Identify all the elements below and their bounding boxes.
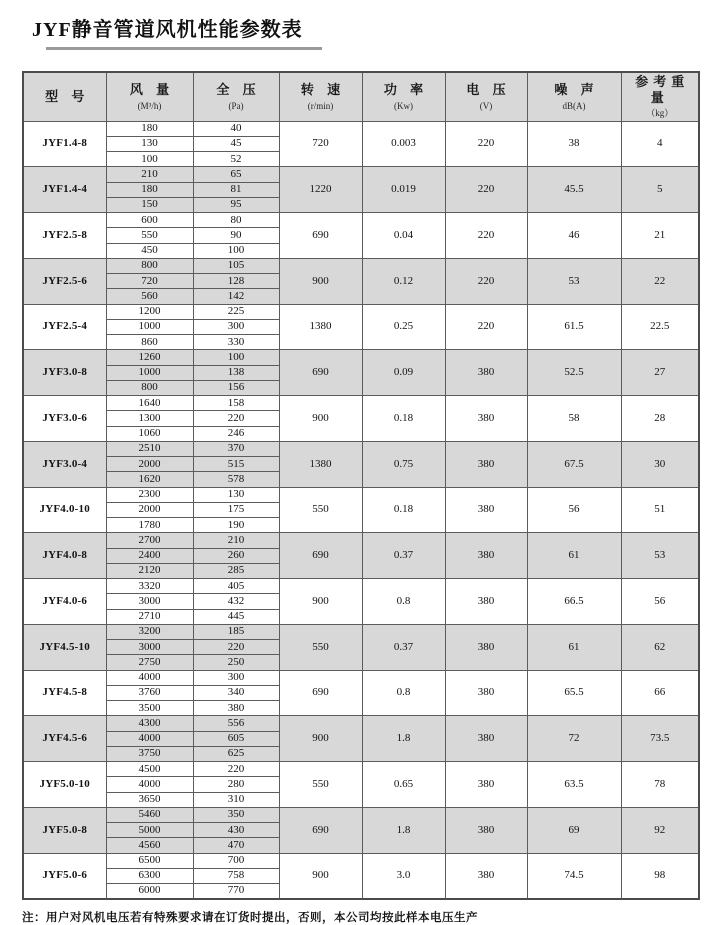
airflow-cell: 1000 — [106, 319, 193, 334]
col-header-voltage — [445, 72, 527, 121]
voltage-cell: 380 — [445, 762, 527, 808]
airflow-cell: 550 — [106, 228, 193, 243]
voltage-cell: 380 — [445, 487, 527, 533]
col-header-unit: (r/min) — [307, 100, 334, 111]
model-cell: JYF4.5-6 — [23, 716, 106, 762]
col-header-power — [362, 72, 445, 121]
pressure-cell: 220 — [193, 640, 279, 655]
airflow-cell: 600 — [106, 213, 193, 228]
pressure-cell: 105 — [193, 258, 279, 273]
title-underline — [46, 47, 322, 50]
model-cell: JYF3.0-8 — [23, 350, 106, 396]
pressure-cell: 260 — [193, 548, 279, 563]
pressure-cell: 220 — [193, 762, 279, 777]
model-cell: JYF5.0-10 — [23, 762, 106, 808]
title-block — [0, 0, 720, 50]
weight-cell: 22 — [621, 258, 699, 304]
voltage-cell: 380 — [445, 441, 527, 487]
weight-cell: 22.5 — [621, 304, 699, 350]
pressure-cell: 65 — [193, 167, 279, 182]
pressure-cell: 95 — [193, 197, 279, 212]
power-cell: 0.04 — [362, 213, 445, 259]
airflow-cell: 2300 — [106, 487, 193, 502]
col-header-label: 转 速 — [300, 82, 346, 98]
noise-cell: 46 — [527, 213, 621, 259]
table-row — [23, 624, 699, 639]
voltage-cell: 220 — [445, 167, 527, 213]
speed-cell: 720 — [279, 121, 362, 167]
voltage-cell: 380 — [445, 624, 527, 670]
model-cell: JYF3.0-4 — [23, 441, 106, 487]
table-row — [23, 213, 699, 228]
voltage-cell: 220 — [445, 213, 527, 259]
noise-cell: 52.5 — [527, 350, 621, 396]
pressure-cell: 350 — [193, 807, 279, 822]
table-header — [23, 72, 699, 121]
noise-cell: 53 — [527, 258, 621, 304]
noise-cell: 74.5 — [527, 853, 621, 899]
table-row — [23, 670, 699, 685]
page-title: JYF静音管道风机性能参数表 — [32, 19, 303, 41]
power-cell: 0.09 — [362, 350, 445, 396]
weight-cell: 21 — [621, 213, 699, 259]
airflow-cell: 560 — [106, 289, 193, 304]
weight-cell: 73.5 — [621, 716, 699, 762]
pressure-cell: 128 — [193, 274, 279, 289]
speed-cell: 550 — [279, 487, 362, 533]
speed-cell: 1380 — [279, 441, 362, 487]
table-row — [23, 396, 699, 411]
pressure-cell: 45 — [193, 136, 279, 151]
table-row — [23, 853, 699, 868]
footnote: 注：用户对风机电压若有特殊要求请在订货时提出，否则，本公司均按此样本电压生产 — [22, 911, 478, 924]
col-header-airflow — [106, 72, 193, 121]
model-cell: JYF1.4-8 — [23, 121, 106, 167]
power-cell: 1.8 — [362, 716, 445, 762]
pressure-cell: 246 — [193, 426, 279, 441]
pressure-cell: 280 — [193, 777, 279, 792]
table-row — [23, 304, 699, 319]
table-row — [23, 121, 699, 136]
power-cell: 1.8 — [362, 807, 445, 853]
airflow-cell: 1060 — [106, 426, 193, 441]
speed-cell: 900 — [279, 579, 362, 625]
table-row — [23, 762, 699, 777]
table-row — [23, 350, 699, 365]
airflow-cell: 2000 — [106, 457, 193, 472]
voltage-cell: 380 — [445, 807, 527, 853]
airflow-cell: 180 — [106, 182, 193, 197]
pressure-cell: 156 — [193, 380, 279, 395]
power-cell: 0.18 — [362, 487, 445, 533]
power-cell: 0.37 — [362, 624, 445, 670]
pressure-cell: 138 — [193, 365, 279, 380]
pressure-cell: 445 — [193, 609, 279, 624]
col-header-unit: (V) — [479, 100, 493, 111]
power-cell: 0.019 — [362, 167, 445, 213]
table-row — [23, 441, 699, 456]
pressure-cell: 185 — [193, 624, 279, 639]
weight-cell: 78 — [621, 762, 699, 808]
power-cell: 0.25 — [362, 304, 445, 350]
col-header-model — [23, 72, 106, 121]
noise-cell: 56 — [527, 487, 621, 533]
airflow-cell: 5460 — [106, 807, 193, 822]
voltage-cell: 380 — [445, 533, 527, 579]
pressure-cell: 40 — [193, 121, 279, 136]
noise-cell: 58 — [527, 396, 621, 442]
pressure-cell: 285 — [193, 563, 279, 578]
airflow-cell: 3750 — [106, 746, 193, 761]
model-cell: JYF5.0-8 — [23, 807, 106, 853]
speed-cell: 900 — [279, 396, 362, 442]
airflow-cell: 1620 — [106, 472, 193, 487]
airflow-cell: 2400 — [106, 548, 193, 563]
weight-cell: 98 — [621, 853, 699, 899]
power-cell: 0.8 — [362, 579, 445, 625]
airflow-cell: 6300 — [106, 868, 193, 883]
table-row — [23, 716, 699, 731]
speed-cell: 690 — [279, 533, 362, 579]
airflow-cell: 2510 — [106, 441, 193, 456]
noise-cell: 45.5 — [527, 167, 621, 213]
weight-cell: 28 — [621, 396, 699, 442]
voltage-cell: 220 — [445, 304, 527, 350]
airflow-cell: 1300 — [106, 411, 193, 426]
airflow-cell: 2750 — [106, 655, 193, 670]
power-cell: 0.8 — [362, 670, 445, 716]
airflow-cell: 1780 — [106, 518, 193, 533]
model-cell: JYF1.4-4 — [23, 167, 106, 213]
col-header-noise — [527, 72, 621, 121]
model-cell: JYF4.5-8 — [23, 670, 106, 716]
pressure-cell: 220 — [193, 411, 279, 426]
pressure-cell: 250 — [193, 655, 279, 670]
weight-cell: 66 — [621, 670, 699, 716]
table-row — [23, 258, 699, 273]
airflow-cell: 4300 — [106, 716, 193, 731]
model-cell: JYF2.5-4 — [23, 304, 106, 350]
col-header-weight — [621, 72, 699, 121]
pressure-cell: 80 — [193, 213, 279, 228]
noise-cell: 65.5 — [527, 670, 621, 716]
pressure-cell: 81 — [193, 182, 279, 197]
voltage-cell: 380 — [445, 716, 527, 762]
col-header-label: 噪 声 — [554, 82, 599, 98]
power-cell: 3.0 — [362, 853, 445, 899]
airflow-cell: 2000 — [106, 502, 193, 517]
pressure-cell: 340 — [193, 685, 279, 700]
airflow-cell: 3650 — [106, 792, 193, 807]
airflow-cell: 1640 — [106, 396, 193, 411]
pressure-cell: 605 — [193, 731, 279, 746]
voltage-cell: 380 — [445, 350, 527, 396]
power-cell: 0.65 — [362, 762, 445, 808]
weight-cell: 4 — [621, 121, 699, 167]
voltage-cell: 220 — [445, 258, 527, 304]
noise-cell: 61 — [527, 533, 621, 579]
noise-cell: 72 — [527, 716, 621, 762]
pressure-cell: 225 — [193, 304, 279, 319]
airflow-cell: 2710 — [106, 609, 193, 624]
airflow-cell: 3760 — [106, 685, 193, 700]
speed-cell: 900 — [279, 258, 362, 304]
col-header-speed — [279, 72, 362, 121]
airflow-cell: 800 — [106, 380, 193, 395]
pressure-cell: 625 — [193, 746, 279, 761]
pressure-cell: 700 — [193, 853, 279, 868]
airflow-cell: 4000 — [106, 777, 193, 792]
speed-cell: 900 — [279, 853, 362, 899]
pressure-cell: 100 — [193, 243, 279, 258]
model-cell: JYF4.0-10 — [23, 487, 106, 533]
airflow-cell: 4500 — [106, 762, 193, 777]
airflow-cell: 3200 — [106, 624, 193, 639]
airflow-cell: 1200 — [106, 304, 193, 319]
speed-cell: 690 — [279, 213, 362, 259]
col-header-label: 全 压 — [216, 82, 261, 98]
table-row — [23, 579, 699, 594]
power-cell: 0.003 — [362, 121, 445, 167]
col-header-pressure — [193, 72, 279, 121]
airflow-cell: 4560 — [106, 838, 193, 853]
airflow-cell: 1260 — [106, 350, 193, 365]
col-header-label: 风 量 — [129, 82, 175, 98]
col-header-label: 型 号 — [45, 88, 90, 104]
pressure-cell: 370 — [193, 441, 279, 456]
table-row — [23, 487, 699, 502]
col-header-label: 参考重量 — [635, 74, 690, 105]
noise-cell: 38 — [527, 121, 621, 167]
noise-cell: 69 — [527, 807, 621, 853]
airflow-cell: 4000 — [106, 731, 193, 746]
pressure-cell: 432 — [193, 594, 279, 609]
model-cell: JYF2.5-6 — [23, 258, 106, 304]
noise-cell: 61 — [527, 624, 621, 670]
model-cell: JYF4.0-8 — [23, 533, 106, 579]
pressure-cell: 556 — [193, 716, 279, 731]
airflow-cell: 100 — [106, 152, 193, 167]
model-cell: JYF3.0-6 — [23, 396, 106, 442]
airflow-cell: 720 — [106, 274, 193, 289]
airflow-cell: 150 — [106, 197, 193, 212]
pressure-cell: 380 — [193, 701, 279, 716]
airflow-cell: 6000 — [106, 884, 193, 899]
model-cell: JYF4.5-10 — [23, 624, 106, 670]
airflow-cell: 800 — [106, 258, 193, 273]
pressure-cell: 470 — [193, 838, 279, 853]
fan-spec-table — [22, 71, 700, 900]
col-header-unit: （kg） — [646, 108, 674, 119]
speed-cell: 550 — [279, 624, 362, 670]
weight-cell: 62 — [621, 624, 699, 670]
noise-cell: 63.5 — [527, 762, 621, 808]
pressure-cell: 758 — [193, 868, 279, 883]
weight-cell: 27 — [621, 350, 699, 396]
model-cell: JYF2.5-8 — [23, 213, 106, 259]
speed-cell: 900 — [279, 716, 362, 762]
col-header-unit: (Kw) — [394, 100, 413, 111]
pressure-cell: 190 — [193, 518, 279, 533]
airflow-cell: 180 — [106, 121, 193, 136]
weight-cell: 30 — [621, 441, 699, 487]
airflow-cell: 3000 — [106, 594, 193, 609]
power-cell: 0.18 — [362, 396, 445, 442]
table-row — [23, 533, 699, 548]
pressure-cell: 330 — [193, 335, 279, 350]
col-header-label: 电 压 — [466, 82, 511, 98]
model-cell: JYF4.0-6 — [23, 579, 106, 625]
speed-cell: 690 — [279, 670, 362, 716]
pressure-cell: 130 — [193, 487, 279, 502]
pressure-cell: 142 — [193, 289, 279, 304]
airflow-cell: 5000 — [106, 823, 193, 838]
col-header-unit: dB(A) — [562, 100, 586, 111]
pressure-cell: 100 — [193, 350, 279, 365]
speed-cell: 1380 — [279, 304, 362, 350]
pressure-cell: 770 — [193, 884, 279, 899]
airflow-cell: 2700 — [106, 533, 193, 548]
airflow-cell: 130 — [106, 136, 193, 151]
col-header-unit: (M³/h) — [137, 100, 162, 111]
speed-cell: 690 — [279, 350, 362, 396]
airflow-cell: 860 — [106, 335, 193, 350]
pressure-cell: 210 — [193, 533, 279, 548]
weight-cell: 53 — [621, 533, 699, 579]
pressure-cell: 405 — [193, 579, 279, 594]
voltage-cell: 380 — [445, 396, 527, 442]
speed-cell: 690 — [279, 807, 362, 853]
pressure-cell: 52 — [193, 152, 279, 167]
table-row — [23, 167, 699, 182]
voltage-cell: 380 — [445, 853, 527, 899]
power-cell: 0.75 — [362, 441, 445, 487]
speed-cell: 1220 — [279, 167, 362, 213]
airflow-cell: 1000 — [106, 365, 193, 380]
pressure-cell: 90 — [193, 228, 279, 243]
weight-cell: 5 — [621, 167, 699, 213]
pressure-cell: 515 — [193, 457, 279, 472]
airflow-cell: 6500 — [106, 853, 193, 868]
power-cell: 0.37 — [362, 533, 445, 579]
voltage-cell: 380 — [445, 579, 527, 625]
pressure-cell: 175 — [193, 502, 279, 517]
voltage-cell: 380 — [445, 670, 527, 716]
airflow-cell: 450 — [106, 243, 193, 258]
airflow-cell: 3500 — [106, 701, 193, 716]
weight-cell: 56 — [621, 579, 699, 625]
voltage-cell: 220 — [445, 121, 527, 167]
table-row — [23, 807, 699, 822]
pressure-cell: 158 — [193, 396, 279, 411]
airflow-cell: 210 — [106, 167, 193, 182]
col-header-label: 功 率 — [383, 82, 429, 98]
pressure-cell: 430 — [193, 823, 279, 838]
power-cell: 0.12 — [362, 258, 445, 304]
pressure-cell: 310 — [193, 792, 279, 807]
noise-cell: 61.5 — [527, 304, 621, 350]
pressure-cell: 300 — [193, 319, 279, 334]
weight-cell: 92 — [621, 807, 699, 853]
airflow-cell: 4000 — [106, 670, 193, 685]
col-header-unit: (Pa) — [228, 100, 244, 111]
pressure-cell: 578 — [193, 472, 279, 487]
noise-cell: 67.5 — [527, 441, 621, 487]
model-cell: JYF5.0-6 — [23, 853, 106, 899]
airflow-cell: 2120 — [106, 563, 193, 578]
speed-cell: 550 — [279, 762, 362, 808]
noise-cell: 66.5 — [527, 579, 621, 625]
airflow-cell: 3320 — [106, 579, 193, 594]
weight-cell: 51 — [621, 487, 699, 533]
pressure-cell: 300 — [193, 670, 279, 685]
airflow-cell: 3000 — [106, 640, 193, 655]
